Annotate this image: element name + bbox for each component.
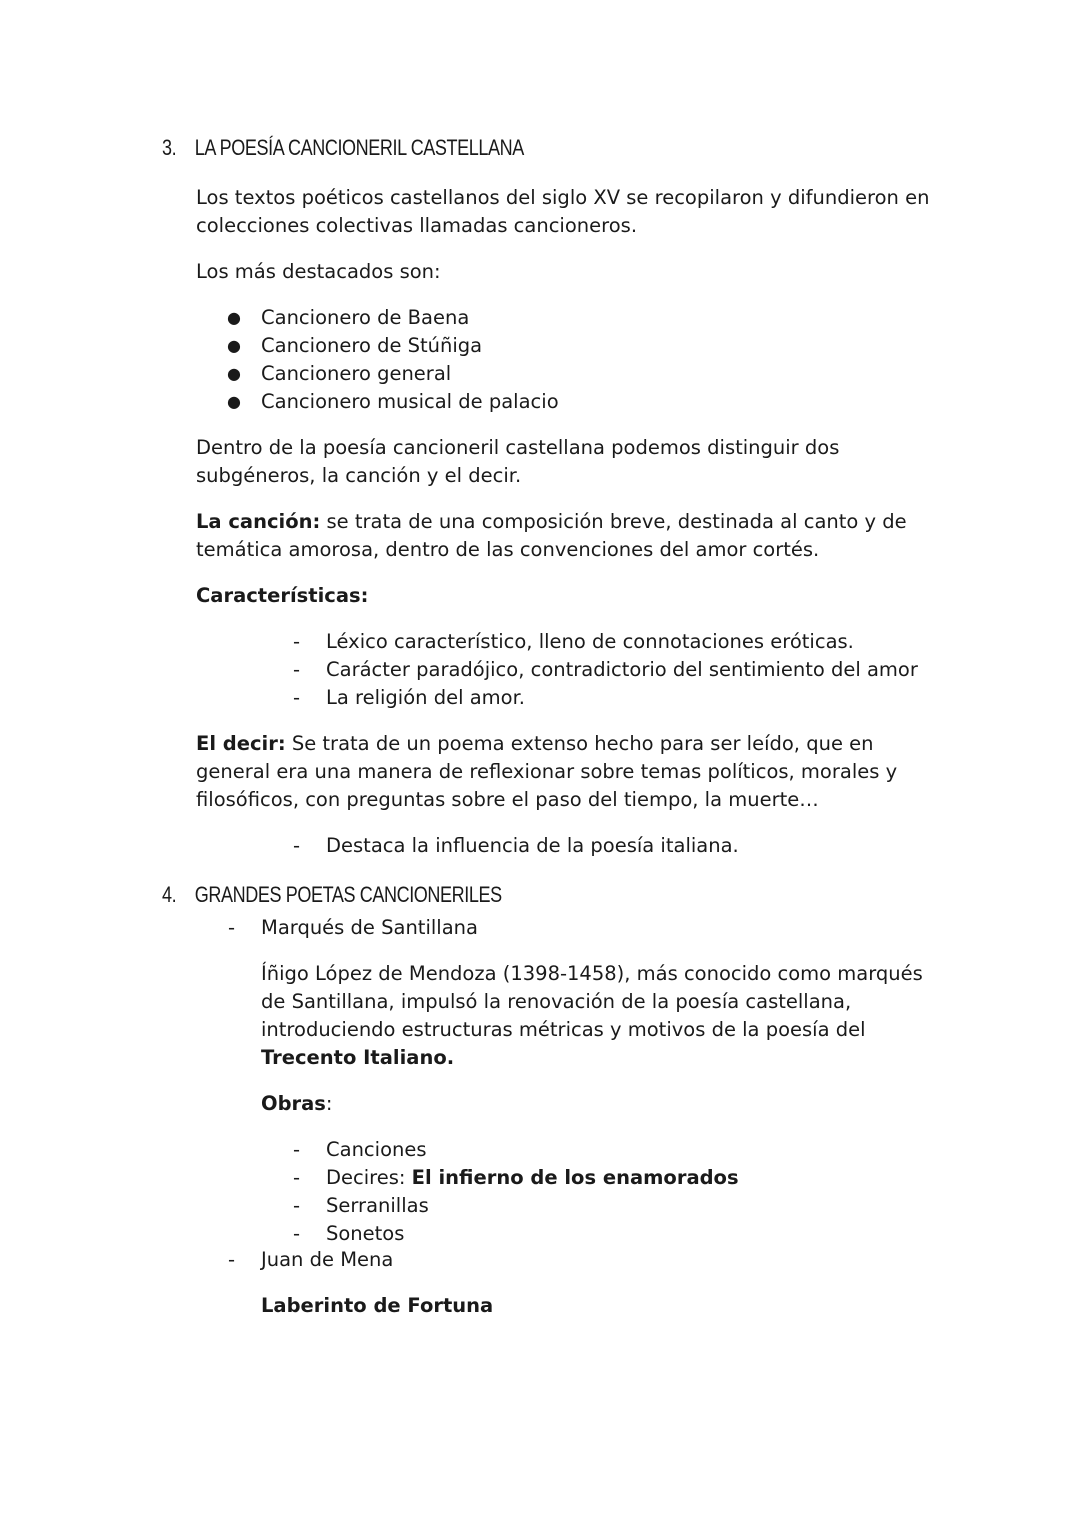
intro-line-2: colecciones colectivas llamadas cancioneros. bbox=[196, 214, 638, 237]
dash-icon: - bbox=[293, 1194, 301, 1217]
subgenres-line-2: subgéneros, la canción y el decir. bbox=[196, 464, 522, 487]
list-item bbox=[228, 914, 478, 942]
bullet-icon: ● bbox=[227, 336, 241, 355]
intro-line-1: Los textos poéticos castellanos del siglo XV se recopilaron y difundieron en bbox=[196, 186, 930, 209]
poet-1-line-4: Trecento Italiano. bbox=[261, 1046, 455, 1069]
list-item: - Serranillas bbox=[326, 1192, 739, 1220]
decir-label: El decir: bbox=[196, 732, 286, 755]
cancion-line-1: La canción: se trata de una composición breve, destinada al canto y de bbox=[196, 510, 907, 533]
section-4-number: 4. bbox=[162, 882, 177, 907]
obras-label: Obras bbox=[261, 1092, 326, 1115]
list-item bbox=[228, 1246, 394, 1274]
section-3-title: LA POESÍA CANCIONERIL CASTELLANA bbox=[194, 135, 524, 160]
poet-2-work: Laberinto de Fortuna bbox=[261, 1294, 494, 1317]
dash-icon: - bbox=[293, 658, 301, 681]
list-item: - Decires: El infierno de los enamorados bbox=[326, 1164, 739, 1192]
decires-title: El infierno de los enamorados bbox=[411, 1166, 739, 1189]
list-item: - Canciones bbox=[326, 1136, 739, 1164]
obras-list bbox=[293, 1136, 739, 1248]
dash-icon: - bbox=[293, 1222, 301, 1245]
poet-2-list bbox=[228, 1246, 394, 1274]
caracteristicas-label: Características: bbox=[196, 584, 369, 607]
bullet-icon: ● bbox=[227, 392, 241, 411]
list-item: - Destaca la influencia de la poesía italiana. bbox=[326, 832, 739, 860]
dash-icon: - bbox=[228, 916, 236, 939]
cancion-label: La canción: bbox=[196, 510, 321, 533]
poet-1-line-3: introduciendo estructuras métricas y motivos de la poesía del bbox=[261, 1018, 866, 1041]
poet-1-line-2: de Santillana, impulsó la renovación de la poesía castellana, bbox=[261, 990, 852, 1013]
dash-icon: - bbox=[293, 1138, 301, 1161]
dash-icon: - bbox=[228, 1248, 236, 1271]
bullet-icon: ● bbox=[227, 364, 241, 383]
section-3-number: 3. bbox=[162, 135, 177, 160]
dash-icon: - bbox=[293, 1166, 301, 1189]
list-item: ● Cancionero general bbox=[261, 360, 559, 388]
caracteristicas-list bbox=[293, 628, 918, 712]
list-item: - Léxico característico, lleno de connotaciones eróticas. bbox=[326, 628, 918, 656]
list-item: - Sonetos bbox=[326, 1220, 739, 1248]
subgenres-line-1: Dentro de la poesía cancioneril castellana podemos distinguir dos bbox=[196, 436, 840, 459]
list-item: - Carácter paradójico, contradictorio del sentimiento del amor bbox=[326, 656, 918, 684]
list-item: - La religión del amor. bbox=[326, 684, 918, 712]
dash-icon: - bbox=[293, 834, 301, 857]
list-item: ● Cancionero de Baena bbox=[261, 304, 559, 332]
bullet-icon: ● bbox=[227, 308, 241, 327]
section-4-heading bbox=[162, 881, 502, 909]
decir-line-1: El decir: Se trata de un poema extenso hecho para ser leído, que en bbox=[196, 732, 874, 755]
section-3-heading bbox=[162, 134, 524, 162]
list-item: ● Cancionero de Stúñiga bbox=[261, 332, 559, 360]
dash-icon: - bbox=[293, 686, 301, 709]
poet-1-line-1: Íñigo López de Mendoza (1398-1458), más conocido como marqués bbox=[261, 962, 923, 985]
list-item: ● Cancionero musical de palacio bbox=[261, 388, 559, 416]
cancioneros-list bbox=[227, 304, 559, 416]
decir-line-3: filosóficos, con preguntas sobre el paso del tiempo, la muerte… bbox=[196, 788, 819, 811]
dash-icon: - bbox=[293, 630, 301, 653]
poet-1-list bbox=[228, 914, 478, 942]
decir-note-list bbox=[293, 832, 739, 860]
decir-line-2: general era una manera de reflexionar sobre temas políticos, morales y bbox=[196, 760, 898, 783]
poet-1-name: Marqués de Santillana bbox=[261, 916, 478, 939]
cancion-line-2: temática amorosa, dentro de las convenciones del amor cortés. bbox=[196, 538, 820, 561]
poet-2-name: Juan de Mena bbox=[261, 1248, 394, 1271]
highlighted-intro: Los más destacados son: bbox=[196, 260, 441, 283]
obras-label-line: Obras: bbox=[261, 1092, 333, 1115]
section-4-title: GRANDES POETAS CANCIONERILES bbox=[194, 882, 502, 907]
